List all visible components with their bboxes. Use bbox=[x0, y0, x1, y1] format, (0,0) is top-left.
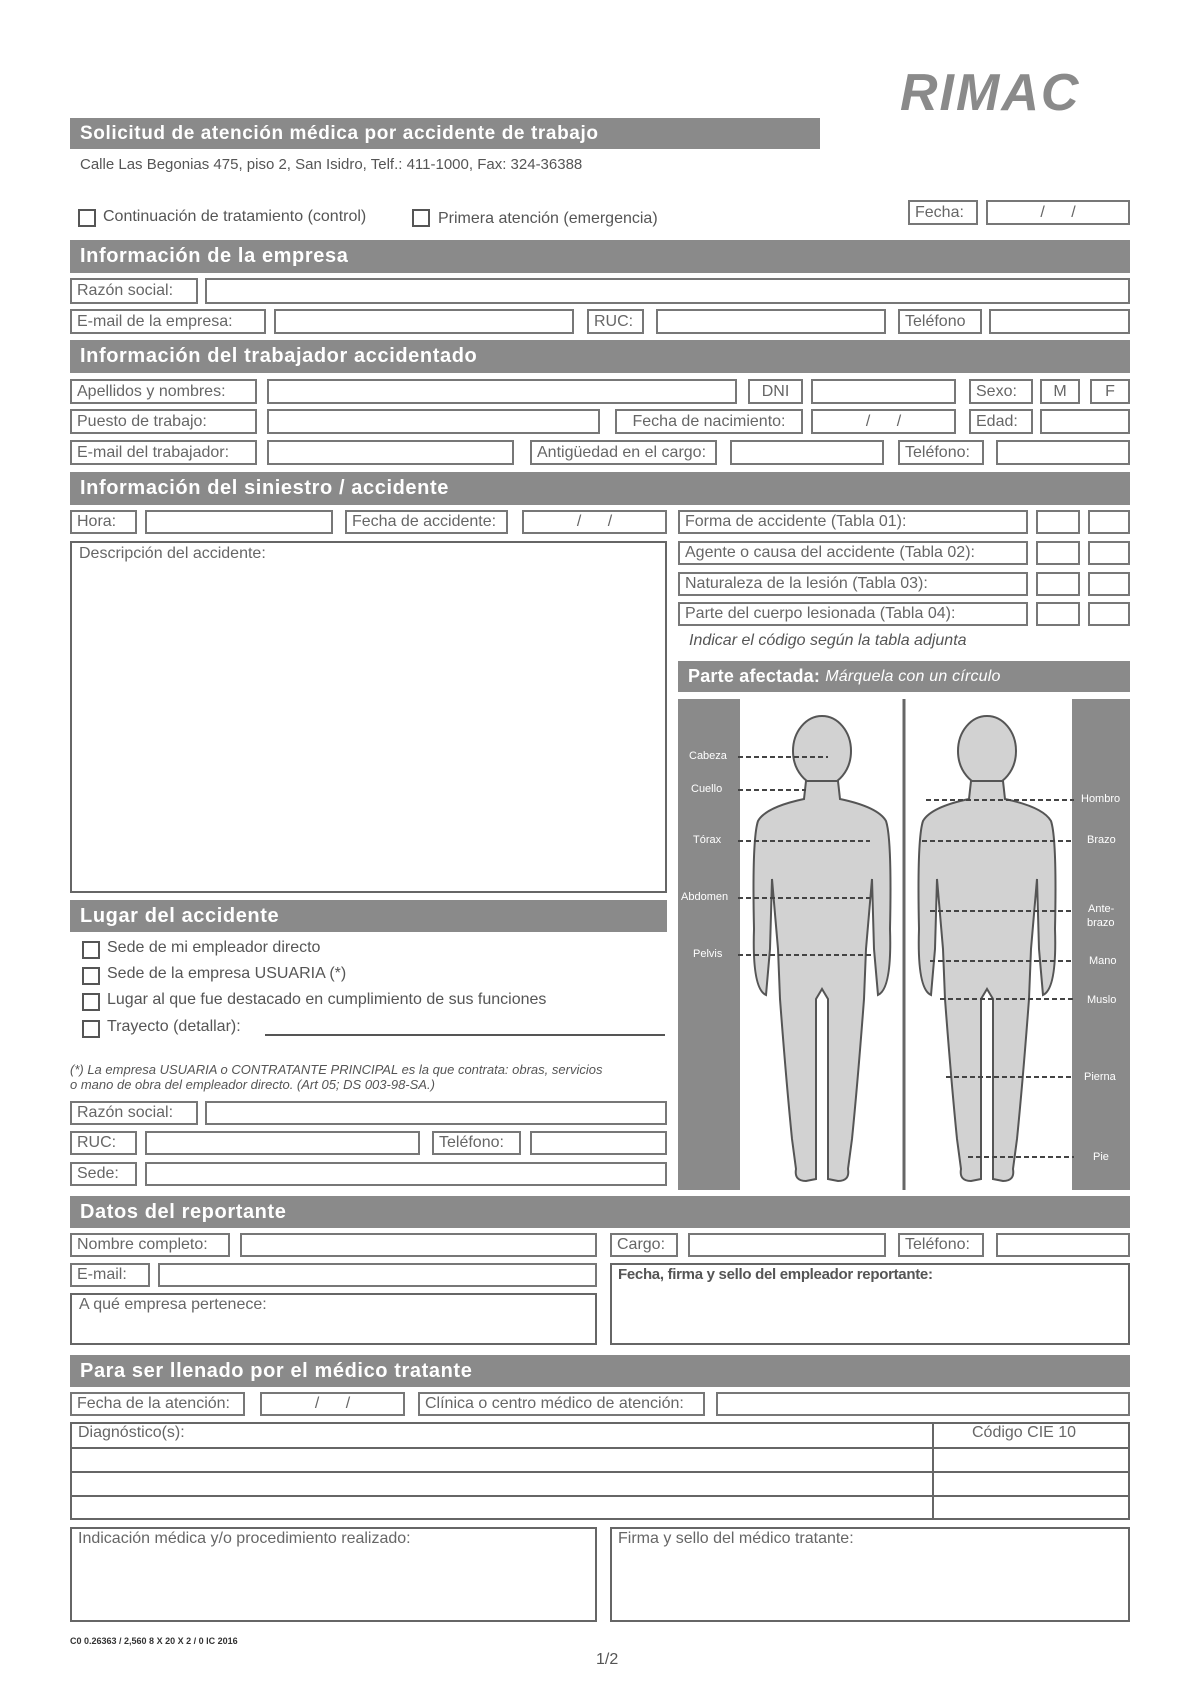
company-name-field[interactable] bbox=[205, 278, 1130, 304]
place-phone-field[interactable] bbox=[530, 1131, 667, 1155]
user-company-note-2: o mano de obra del empleador directo. (Art 05; DS 003-98-SA.) bbox=[70, 1077, 435, 1092]
label-neck: Cuello bbox=[691, 783, 723, 795]
company-section-title: Información de la empresa bbox=[70, 240, 1130, 273]
diagnosis-row-3[interactable] bbox=[72, 1495, 928, 1517]
seniority-label: Antigüedad en el cargo: bbox=[530, 440, 717, 465]
reporter-company-label: A qué empresa pertenece: bbox=[79, 1296, 267, 1313]
reporter-position-field[interactable] bbox=[688, 1233, 886, 1257]
agent-code-2[interactable] bbox=[1088, 541, 1130, 565]
place-opt3-label: Lugar al que fue destacado en cumplimiento de sus funciones bbox=[107, 991, 547, 1008]
date-label: Fecha: bbox=[908, 200, 978, 225]
job-position-field[interactable] bbox=[267, 409, 600, 434]
label-forearm-2: brazo bbox=[1087, 917, 1115, 929]
worker-section-title: Información del trabajador accidentado bbox=[70, 340, 1130, 373]
rimac-logo bbox=[900, 62, 1140, 120]
hour-label: Hora: bbox=[70, 510, 137, 534]
place-opt1-checkbox[interactable] bbox=[82, 941, 100, 959]
body-map-title: Parte afectada: Márquela con un círculo bbox=[678, 661, 1130, 692]
worker-name-label: Apellidos y nombres: bbox=[70, 379, 257, 404]
label-foot: Pie bbox=[1093, 1151, 1109, 1163]
body-map-panel bbox=[678, 699, 1130, 1190]
company-phone-label: Teléfono bbox=[898, 309, 982, 334]
form-label: Forma de accidente (Tabla 01): bbox=[678, 510, 1028, 534]
place-ruc-label: RUC: bbox=[70, 1131, 137, 1155]
first-attention-label: Primera atención (emergencia) bbox=[438, 210, 658, 227]
attention-date-label: Fecha de la atención: bbox=[70, 1392, 245, 1416]
job-position-label: Puesto de trabajo: bbox=[70, 409, 257, 434]
label-forearm-1: Ante- bbox=[1088, 903, 1115, 915]
code-hint: Indicar el código según la tabla adjunta bbox=[689, 632, 967, 649]
place-opt2-label: Sede de la empresa USUARIA (*) bbox=[107, 965, 347, 982]
address: Calle Las Begonias 475, piso 2, San Isidro, Telf.: 411-1000, Fax: 324-36388 bbox=[80, 156, 583, 173]
place-site-field[interactable] bbox=[145, 1162, 667, 1186]
front-body-figure bbox=[754, 716, 891, 1181]
reporter-phone-field[interactable] bbox=[996, 1233, 1130, 1257]
place-opt3-checkbox[interactable] bbox=[82, 993, 100, 1011]
worker-dni-label: DNI bbox=[748, 379, 803, 404]
place-opt4-label: Trayecto (detallar): bbox=[107, 1018, 241, 1035]
place-company-name-field[interactable] bbox=[205, 1101, 667, 1125]
body-part-code-1[interactable] bbox=[1036, 602, 1080, 626]
clinic-field[interactable] bbox=[716, 1392, 1130, 1416]
page-number: 1/2 bbox=[596, 1651, 619, 1668]
agent-label: Agente o causa del accidente (Tabla 02): bbox=[678, 541, 1028, 565]
reporter-email-field[interactable] bbox=[158, 1263, 597, 1287]
sex-m-option[interactable]: M bbox=[1040, 379, 1080, 404]
reporter-position-label: Cargo: bbox=[610, 1233, 678, 1257]
clinic-label: Clínica o centro médico de atención: bbox=[418, 1392, 705, 1416]
form-code-1[interactable] bbox=[1036, 510, 1080, 534]
employer-signature-label: Fecha, firma y sello del empleador reportante: bbox=[618, 1266, 933, 1283]
label-chest: Tórax bbox=[693, 834, 722, 846]
hour-field[interactable] bbox=[145, 510, 333, 534]
doctor-section-title: Para ser llenado por el médico tratante bbox=[70, 1355, 1130, 1387]
user-company-note-1: (*) La empresa USUARIA o CONTRATANTE PRINCIPAL es la que contrata: obras, servicios bbox=[70, 1062, 603, 1077]
label-shoulder: Hombro bbox=[1081, 793, 1121, 805]
nature-label: Naturaleza de la lesión (Tabla 03): bbox=[678, 572, 1028, 596]
accident-date-label: Fecha de accidente: bbox=[345, 510, 508, 534]
company-phone-field[interactable] bbox=[989, 309, 1130, 334]
first-attention-checkbox[interactable] bbox=[412, 209, 430, 227]
diagnosis-row-2[interactable] bbox=[72, 1471, 928, 1493]
body-map-subtitle: Márquela con un círculo bbox=[825, 667, 1001, 685]
form-title: Solicitud de atención médica por accidente de trabajo bbox=[70, 118, 820, 149]
seniority-field[interactable] bbox=[730, 440, 884, 465]
worker-sex-label: Sexo: bbox=[969, 379, 1033, 404]
label-thigh: Muslo bbox=[1087, 994, 1117, 1006]
form-code: C0 0.26363 / 2,560 8 X 20 X 2 / 0 lC 2016 bbox=[70, 1636, 238, 1646]
reporter-email-label: E-mail: bbox=[70, 1263, 150, 1287]
label-leg: Pierna bbox=[1084, 1071, 1116, 1083]
left-label-strip bbox=[678, 699, 740, 1190]
birth-date-label: Fecha de nacimiento: bbox=[615, 409, 803, 434]
place-site-label: Sede: bbox=[70, 1162, 137, 1186]
label-abdomen: Abdomen bbox=[681, 891, 729, 903]
form-code-2[interactable] bbox=[1088, 510, 1130, 534]
company-email-label: E-mail de la empresa: bbox=[70, 309, 266, 334]
place-opt2-checkbox[interactable] bbox=[82, 967, 100, 985]
company-name-label: Razón social: bbox=[70, 278, 198, 304]
place-phone-label: Teléfono: bbox=[432, 1131, 521, 1155]
reporter-section-title: Datos del reportante bbox=[70, 1196, 1130, 1228]
medical-indication-label: Indicación médica y/o procedimiento realizado: bbox=[78, 1530, 411, 1547]
body-part-code-2[interactable] bbox=[1088, 602, 1130, 626]
worker-phone-label: Teléfono: bbox=[898, 440, 984, 465]
right-label-strip bbox=[1072, 699, 1130, 1190]
worker-name-field[interactable] bbox=[267, 379, 737, 404]
worker-dni-field[interactable] bbox=[811, 379, 956, 404]
body-part-label: Parte del cuerpo lesionada (Tabla 04): bbox=[678, 602, 1028, 626]
label-head: Cabeza bbox=[689, 750, 727, 762]
route-detail-line[interactable] bbox=[265, 1034, 665, 1036]
diagnosis-row-1[interactable] bbox=[72, 1447, 928, 1469]
label-arm: Brazo bbox=[1087, 834, 1116, 846]
reporter-name-label: Nombre completo: bbox=[70, 1233, 230, 1257]
sex-f-option[interactable]: F bbox=[1090, 379, 1130, 404]
agent-code-1[interactable] bbox=[1036, 541, 1080, 565]
accident-date-field[interactable]: / / bbox=[522, 510, 667, 534]
back-body-figure bbox=[919, 716, 1056, 1181]
company-email-field[interactable] bbox=[274, 309, 574, 334]
continuation-label: Continuación de tratamiento (control) bbox=[103, 208, 367, 225]
place-section-title: Lugar del accidente bbox=[70, 900, 667, 932]
company-ruc-field[interactable] bbox=[656, 309, 886, 334]
diagnosis-label: Diagnóstico(s): bbox=[78, 1424, 185, 1441]
place-company-name-label: Razón social: bbox=[70, 1101, 198, 1125]
nature-code-2[interactable] bbox=[1088, 572, 1130, 596]
doctor-signature-label: Firma y sello del médico tratante: bbox=[618, 1530, 854, 1547]
age-field[interactable] bbox=[1040, 409, 1130, 434]
reporter-phone-label: Teléfono: bbox=[898, 1233, 984, 1257]
continuation-checkbox[interactable] bbox=[78, 209, 96, 227]
description-box[interactable] bbox=[70, 541, 667, 893]
reporter-name-field[interactable] bbox=[240, 1233, 597, 1257]
label-pelvis: Pelvis bbox=[693, 948, 723, 960]
birth-date-field[interactable]: / / bbox=[811, 409, 956, 434]
place-ruc-field[interactable] bbox=[145, 1131, 420, 1155]
worker-phone-field[interactable] bbox=[996, 440, 1130, 465]
nature-code-1[interactable] bbox=[1036, 572, 1080, 596]
worker-email-field[interactable] bbox=[267, 440, 514, 465]
worker-email-label: E-mail del trabajador: bbox=[70, 440, 257, 465]
cie10-label: Código CIE 10 bbox=[972, 1424, 1077, 1441]
place-opt4-checkbox[interactable] bbox=[82, 1020, 100, 1038]
place-opt1-label: Sede de mi empleador directo bbox=[107, 939, 321, 956]
age-label: Edad: bbox=[969, 409, 1033, 434]
date-field[interactable]: / / bbox=[986, 200, 1130, 225]
company-ruc-label: RUC: bbox=[587, 309, 644, 334]
description-label: Descripción del accidente: bbox=[79, 545, 266, 562]
label-hand: Mano bbox=[1089, 955, 1117, 967]
svg-text:RIMAC: RIMAC bbox=[900, 64, 1081, 120]
attention-date-field[interactable]: / / bbox=[260, 1392, 405, 1416]
accident-section-title: Información del siniestro / accidente bbox=[70, 472, 1130, 505]
